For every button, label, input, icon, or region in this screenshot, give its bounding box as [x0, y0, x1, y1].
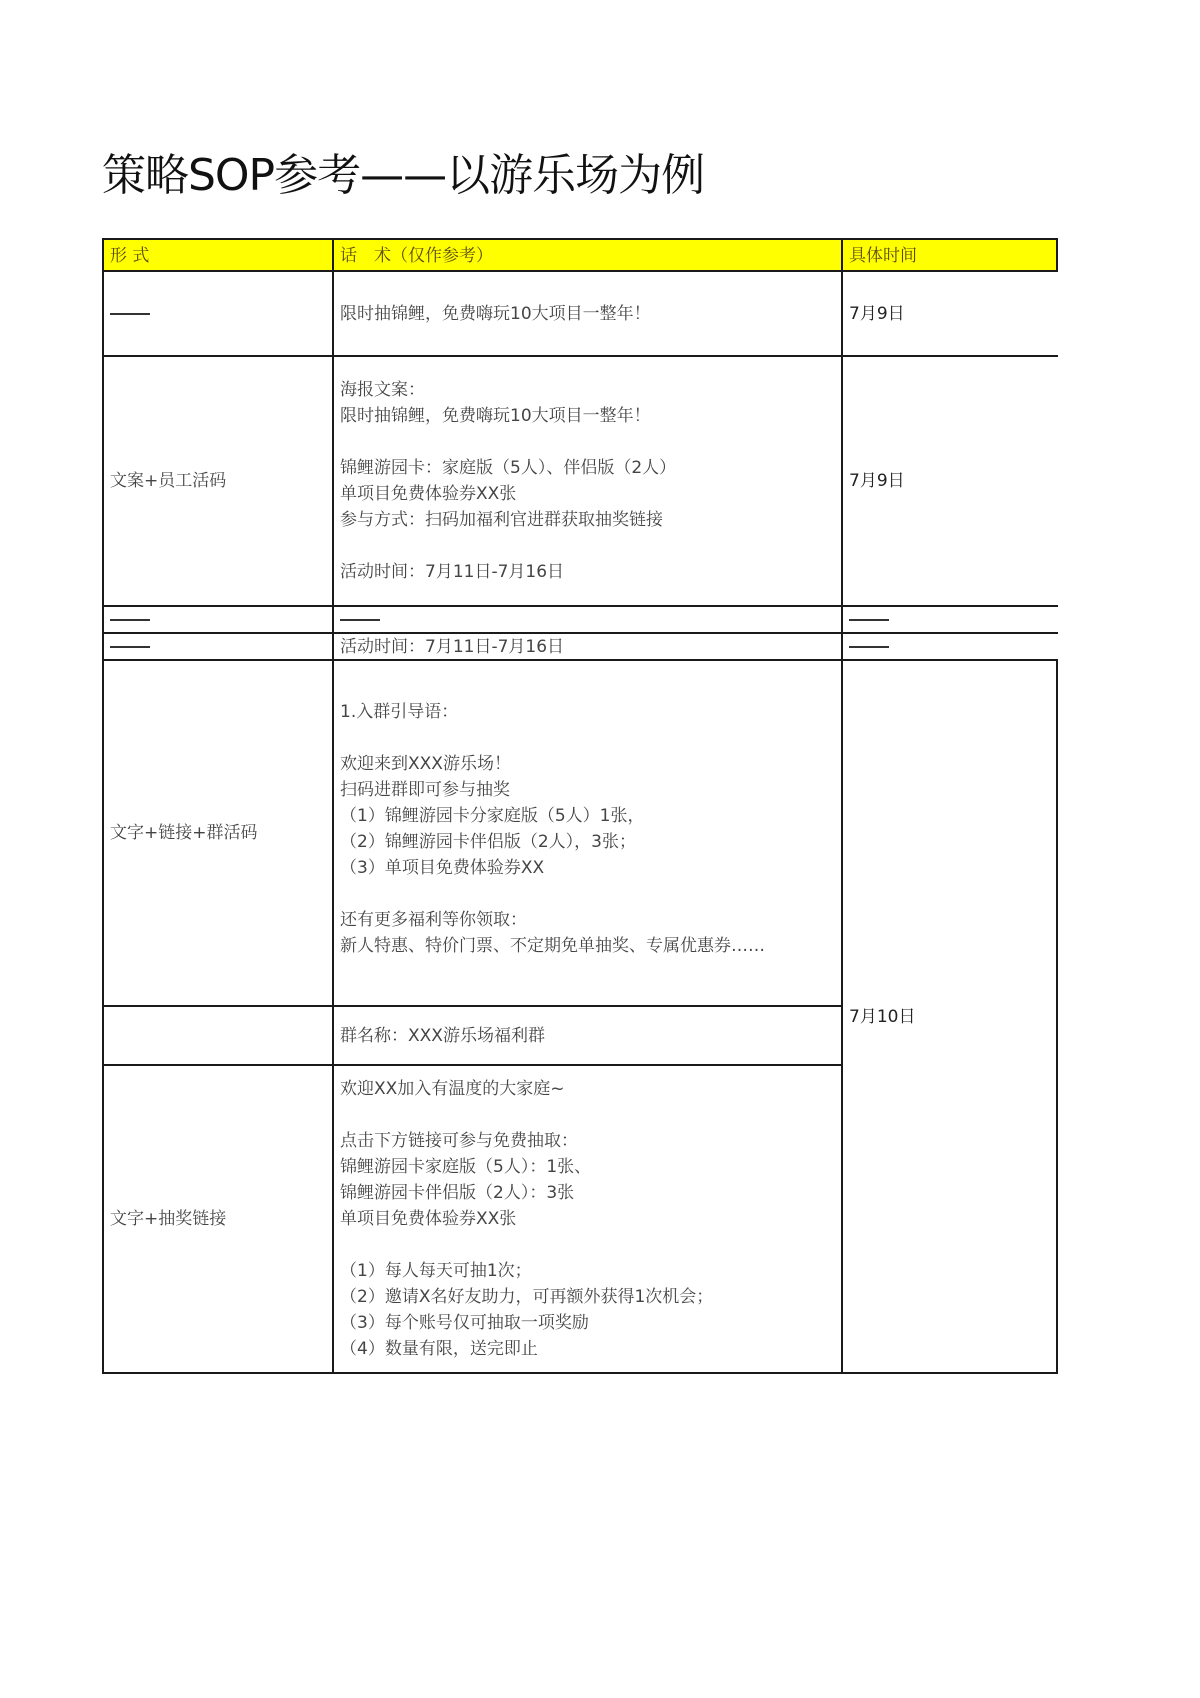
script-line: 活动时间：7月11日-7月16日	[340, 562, 565, 582]
script-cell	[332, 357, 841, 607]
script-line: 锦鲤游园卡家庭版（5人）：1张、	[340, 1157, 592, 1177]
dash-placeholder	[849, 646, 889, 648]
table-row	[102, 607, 1058, 634]
script-line	[340, 1102, 841, 1128]
script-cell: 群名称：XXX游乐场福利群	[332, 1007, 841, 1066]
script-line: 限时抽锦鲤，免费嗨玩10大项目一整年！	[340, 406, 651, 426]
script-line: 欢迎来到XXX游乐场！	[340, 754, 511, 774]
table-header-row	[102, 238, 1058, 272]
script-line: 欢迎XX加入有温度的大家庭~	[340, 1079, 565, 1099]
dash-placeholder	[110, 313, 150, 315]
form-cell: 文字+链接+群活码	[102, 661, 332, 1007]
form-cell: 文案+员工活码	[102, 357, 332, 607]
script-cell	[332, 607, 841, 634]
time-cell: 7月9日	[841, 357, 1058, 607]
script-cell	[332, 661, 841, 1007]
script-line: （4）数量有限，送完即止	[340, 1339, 538, 1359]
script-cell	[332, 1066, 841, 1374]
dash-placeholder	[340, 619, 380, 621]
time-cell: 7月9日	[841, 272, 1058, 357]
dash-placeholder	[110, 646, 150, 648]
script-line: 锦鲤游园卡伴侣版（2人）：3张	[340, 1183, 575, 1203]
script-line: （1）每人每天可抽1次；	[340, 1261, 532, 1281]
script-line	[340, 429, 676, 455]
script-line	[340, 725, 841, 751]
page-title: 策略SOP参考——以游乐场为例	[102, 150, 705, 201]
time-cell	[841, 607, 1058, 634]
script-line: 限时抽锦鲤，免费嗨玩10大项目一整年！	[340, 303, 651, 324]
dash-placeholder	[849, 619, 889, 621]
form-cell	[102, 607, 332, 634]
script-line: 点击下方链接可参与免费抽取：	[340, 1131, 578, 1151]
script-cell: 活动时间：7月11日-7月16日	[332, 634, 841, 661]
script-line: 1.入群引导语：	[340, 702, 459, 722]
script-cell	[332, 272, 841, 357]
table-row	[102, 357, 1058, 607]
time-cell-merged: 7月10日	[841, 661, 1058, 1374]
header-time: 具体时间	[841, 238, 1058, 272]
script-line: 扫码进群即可参与抽奖	[340, 780, 510, 800]
script-line	[340, 1232, 841, 1258]
form-cell	[102, 1007, 332, 1066]
dash-placeholder	[110, 619, 150, 621]
script-line: （2）邀请X名好友助力，可再额外获得1次机会；	[340, 1287, 714, 1307]
table-row	[102, 634, 1058, 661]
time-cell	[841, 634, 1058, 661]
form-cell: 文字+抽奖链接	[102, 1066, 332, 1374]
script-line: （3）单项目免费体验券XX	[340, 858, 545, 878]
script-line: 新人特惠、特价门票、不定期免单抽奖、专属优惠券……	[340, 936, 765, 956]
table-row	[102, 272, 1058, 357]
script-line: 单项目免费体验券XX张	[340, 1209, 517, 1229]
script-line: （2）锦鲤游园卡伴侣版（2人），3张；	[340, 832, 636, 852]
form-cell	[102, 634, 332, 661]
header-form: 形 式	[102, 238, 332, 272]
script-line: （3）每个账号仅可抽取一项奖励	[340, 1313, 589, 1333]
form-cell	[102, 272, 332, 357]
header-script: 话 术（仅作参考）	[332, 238, 841, 272]
script-line: 海报文案：	[340, 380, 425, 400]
script-line: 单项目免费体验券XX张	[340, 484, 517, 504]
script-line: 参与方式：扫码加福利官进群获取抽奖链接	[340, 510, 663, 530]
script-line	[340, 881, 841, 907]
script-line: （1）锦鲤游园卡分家庭版（5人）1张，	[340, 806, 645, 826]
script-line	[340, 533, 676, 559]
script-line: 还有更多福利等你领取：	[340, 910, 527, 930]
script-line: 锦鲤游园卡：家庭版（5人）、伴侣版（2人）	[340, 458, 677, 478]
